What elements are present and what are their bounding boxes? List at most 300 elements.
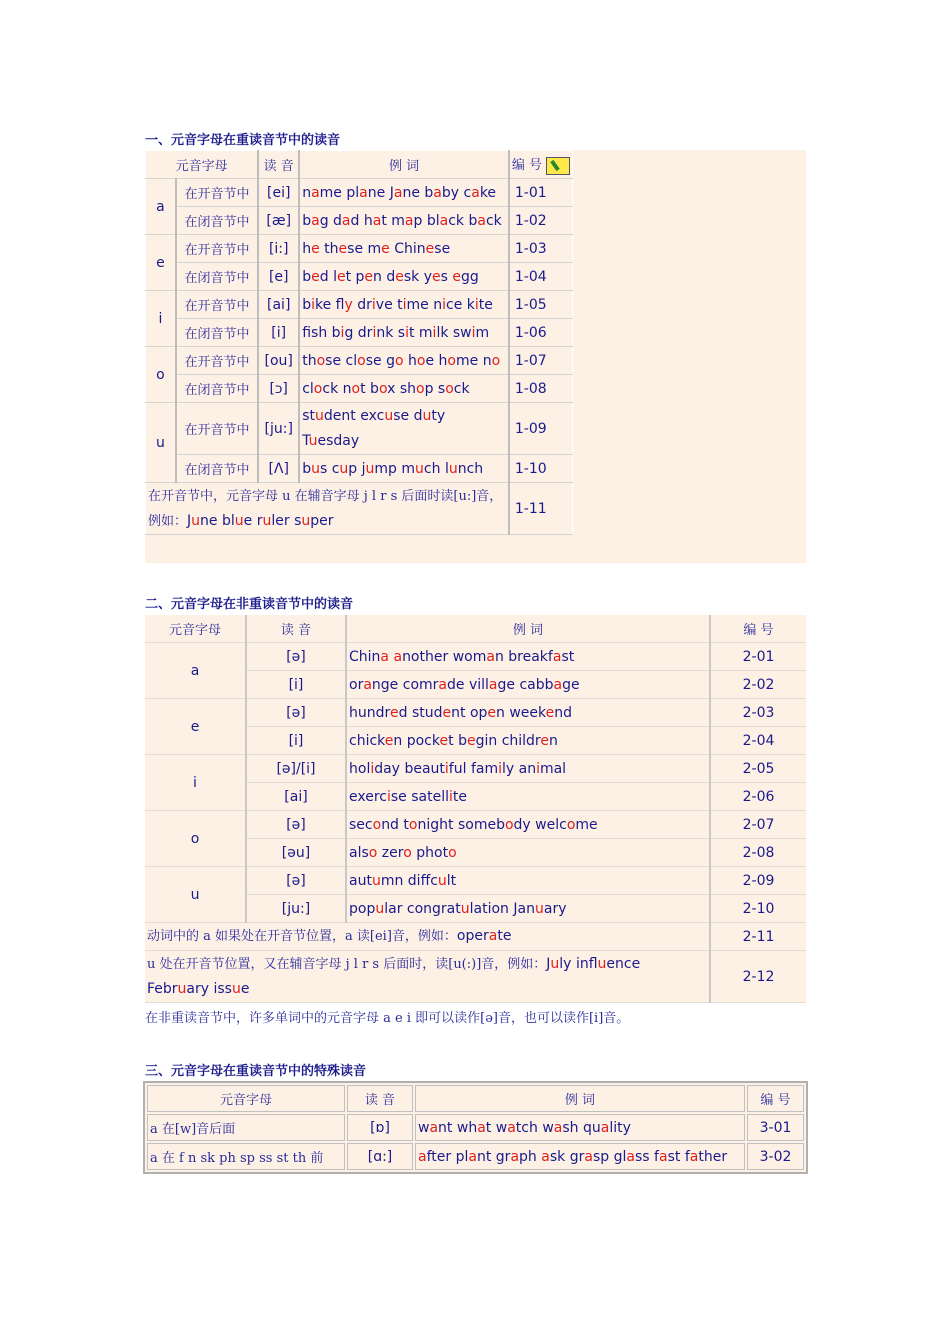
example-word xyxy=(333,269,351,285)
vowel-rule: a 在[w]音后面 xyxy=(147,1114,345,1141)
example-word xyxy=(294,513,333,529)
word-part: pl xyxy=(346,184,360,201)
example-word xyxy=(519,677,579,693)
rule-number: 2-10 xyxy=(710,895,806,923)
word-part: f xyxy=(684,1148,690,1165)
word-part: J xyxy=(546,955,551,972)
word-part: se xyxy=(365,352,382,369)
table-row xyxy=(146,455,573,483)
highlighted-vowel: a xyxy=(380,648,390,665)
highlighted-vowel: a xyxy=(341,212,351,229)
example-words xyxy=(415,1143,745,1170)
word-part: per xyxy=(310,512,334,529)
example-word xyxy=(427,213,464,229)
example-word xyxy=(458,733,497,749)
highlighted-vowel: o xyxy=(368,844,378,861)
example-word xyxy=(654,1149,680,1165)
word-part: ve xyxy=(375,296,393,313)
footnote-example-label: 例如： xyxy=(148,513,188,529)
header-pronunciation: 读 音 xyxy=(246,615,346,643)
example-word xyxy=(302,381,338,397)
example-words xyxy=(299,319,509,347)
table-row xyxy=(145,811,806,839)
word-part: n xyxy=(342,380,352,397)
word-part: lk xyxy=(436,324,449,341)
table-row xyxy=(145,643,806,671)
example-word xyxy=(332,461,357,477)
example-word xyxy=(453,649,504,665)
word-part: lt xyxy=(446,872,457,889)
word-part: ence xyxy=(606,955,641,972)
word-part: c xyxy=(331,460,340,477)
table-row xyxy=(145,699,806,727)
example-word xyxy=(398,325,415,341)
word-part: ty xyxy=(431,407,446,424)
example-word xyxy=(407,733,454,749)
word-part: op xyxy=(469,704,488,721)
example-word xyxy=(445,461,483,477)
highlighted-vowel: i xyxy=(498,760,502,777)
highlighted-vowel: u xyxy=(415,460,424,477)
highlighted-vowel: e xyxy=(466,732,476,749)
example-words xyxy=(346,727,710,755)
example-word xyxy=(570,1149,609,1165)
footnote-text: 在开音节中，元音字母 u 在辅音字母 j l r s 后面时读[u:]音， xyxy=(148,488,503,504)
example-words xyxy=(346,671,710,699)
rule-number: 2-06 xyxy=(710,783,806,811)
word-part: ge xyxy=(497,676,516,693)
example-word xyxy=(362,461,397,477)
word-part: welc xyxy=(535,816,567,833)
example-word xyxy=(456,1149,492,1165)
highlighted-vowel: a xyxy=(393,184,403,201)
example-word xyxy=(302,433,359,449)
word-part: hol xyxy=(349,760,371,777)
word-part: sw xyxy=(452,324,472,341)
phonetic-symbol: [ɒ] xyxy=(347,1114,413,1141)
phonetic-symbol: [ju:] xyxy=(246,895,346,923)
highlighted-vowel: u xyxy=(177,980,187,997)
word-part: t xyxy=(360,380,366,397)
example-word xyxy=(346,185,385,201)
highlighted-vowel: o xyxy=(394,352,404,369)
header-example-words: 例 词 xyxy=(346,615,710,643)
example-word xyxy=(343,381,366,397)
example-word xyxy=(453,325,489,341)
word-part: diffc xyxy=(407,872,438,889)
phonetic-symbol: [כ] xyxy=(258,375,299,403)
highlighted-vowel: u xyxy=(534,900,544,917)
rule-number: 1-02 xyxy=(509,207,573,235)
highlighted-vowel: u xyxy=(311,460,320,477)
phonetic-symbol: [ai] xyxy=(258,291,299,319)
rule-number: 1-07 xyxy=(509,347,573,375)
highlighted-vowel: u xyxy=(308,432,318,449)
word-part: cabb xyxy=(519,676,554,693)
highlighted-vowel: a xyxy=(488,928,498,944)
table-row xyxy=(145,755,806,783)
example-word xyxy=(403,677,465,693)
word-part: pl xyxy=(455,1148,469,1165)
header-example-words: 例 词 xyxy=(415,1085,745,1112)
word-part: oper xyxy=(456,928,489,944)
highlighted-vowel: i xyxy=(432,324,437,341)
phonetic-symbol: [i] xyxy=(246,727,346,755)
highlighted-vowel: e xyxy=(540,732,549,749)
highlighted-vowel: a xyxy=(600,1119,610,1136)
highlighted-vowel: u xyxy=(448,460,458,477)
highlighted-vowel: o xyxy=(504,816,514,833)
word-part: lation xyxy=(469,900,509,917)
example-words xyxy=(346,811,710,839)
example-words xyxy=(299,207,509,235)
example-word xyxy=(412,705,466,721)
table-unstressed-vowels xyxy=(145,615,806,1003)
highlighted-vowel: a xyxy=(418,1148,427,1165)
example-word xyxy=(508,649,574,665)
example-word xyxy=(496,1149,537,1165)
example-word xyxy=(404,761,466,777)
word-part: c xyxy=(463,184,472,201)
highlighted-vowel: a xyxy=(429,1119,439,1136)
word-part: nt xyxy=(438,1119,453,1136)
word-part: p xyxy=(413,212,423,229)
highlighted-vowel: a xyxy=(553,1119,563,1136)
example-word xyxy=(464,185,497,201)
word-part: an xyxy=(518,760,537,777)
highlighted-vowel: o xyxy=(378,380,388,397)
example-word xyxy=(349,845,377,861)
word-part: qu xyxy=(582,1119,601,1136)
word-part: h xyxy=(438,352,448,369)
word-part: tch xyxy=(515,1119,538,1136)
word-part: nk xyxy=(376,324,394,341)
word-part: h xyxy=(408,352,417,369)
header-number: 编 号 xyxy=(747,1085,804,1112)
word-part: me xyxy=(319,184,342,201)
header-number: 编 号 xyxy=(511,158,542,174)
example-words xyxy=(346,755,710,783)
rule-number: 2-12 xyxy=(710,951,806,1003)
example-word xyxy=(470,705,505,721)
phonetic-symbol: [i] xyxy=(246,671,346,699)
phonetic-symbol: [ə] xyxy=(246,699,346,727)
highlighted-vowel: i xyxy=(444,760,449,777)
table-row xyxy=(146,291,573,319)
example-word xyxy=(541,1149,565,1165)
word-part: phot xyxy=(416,844,449,861)
example-word xyxy=(302,408,356,424)
word-part: Febr xyxy=(147,980,178,997)
example-words xyxy=(299,235,509,263)
highlighted-vowel: i xyxy=(311,296,315,313)
rule-number: 1-08 xyxy=(509,375,573,403)
section2-title: 二、元音字母在非重读音节中的读音 xyxy=(145,597,354,612)
highlighted-vowel: i xyxy=(405,324,409,341)
word-part: t xyxy=(345,268,352,285)
word-part: zer xyxy=(381,844,404,861)
vowel-letter: a xyxy=(145,643,246,699)
vowel-letter: u xyxy=(146,403,176,483)
example-word xyxy=(147,981,209,997)
word-part: se xyxy=(347,240,364,257)
header-vowel-letter: 元音字母 xyxy=(145,615,246,643)
example-word xyxy=(360,408,409,424)
example-word xyxy=(513,901,566,917)
word-part: ne xyxy=(200,512,218,529)
syllable-type: 在闭音节中 xyxy=(176,319,258,347)
word-part: gin xyxy=(475,732,498,749)
example-word xyxy=(370,381,395,397)
phonetic-symbol: [i:] xyxy=(258,235,299,263)
word-part: th xyxy=(302,352,317,369)
highlighted-vowel: u xyxy=(422,407,432,424)
example-word xyxy=(214,981,250,997)
word-part: b xyxy=(424,184,434,201)
word-part: s xyxy=(437,380,446,397)
table-row xyxy=(146,207,573,235)
word-part: w xyxy=(542,1119,554,1136)
example-word xyxy=(424,269,448,285)
highlighted-vowel: e xyxy=(439,732,449,749)
word-part: fl xyxy=(335,296,345,313)
table-row xyxy=(146,347,573,375)
word-part: ch xyxy=(423,460,441,477)
word-part: Jan xyxy=(513,900,535,917)
word-part: ful xyxy=(448,760,467,777)
word-part: nt xyxy=(476,1148,492,1165)
example-word xyxy=(438,381,470,397)
word-part: s xyxy=(294,512,302,529)
word-part: ary xyxy=(186,980,210,997)
word-part: t xyxy=(403,816,409,833)
word-part: night xyxy=(417,816,454,833)
highlighted-vowel: u xyxy=(315,407,324,424)
word-part: ck xyxy=(322,380,339,397)
vowel-letter: i xyxy=(145,755,246,811)
word-part: dr xyxy=(357,296,372,313)
example-word xyxy=(302,185,342,201)
word-part: s xyxy=(440,268,448,285)
word-part: m xyxy=(367,240,382,257)
header-number-cell xyxy=(509,151,573,179)
word-part: d xyxy=(333,212,342,229)
word-part: t xyxy=(448,732,454,749)
word-part: ke xyxy=(479,184,497,201)
word-part: sh xyxy=(562,1119,579,1136)
table-row xyxy=(146,403,573,455)
highlighted-vowel: i xyxy=(370,760,375,777)
example-word xyxy=(452,269,478,285)
example-word xyxy=(257,513,290,529)
vowel-letter: e xyxy=(145,699,246,755)
word-part: day xyxy=(374,760,400,777)
example-words xyxy=(299,375,509,403)
example-word xyxy=(364,213,387,229)
highlighted-vowel: e xyxy=(452,268,462,285)
word-part: w xyxy=(418,1119,430,1136)
highlighted-vowel: o xyxy=(416,352,426,369)
example-word xyxy=(302,241,320,257)
rule-number: 3-02 xyxy=(747,1143,804,1170)
highlighted-vowel: o xyxy=(416,380,425,397)
example-word xyxy=(509,705,572,721)
word-part: n xyxy=(433,296,443,313)
word-part: sec xyxy=(349,816,373,833)
word-part: l xyxy=(333,268,337,285)
word-part: me xyxy=(575,816,598,833)
highlighted-vowel: e xyxy=(545,704,555,721)
highlighted-vowel: e xyxy=(381,240,390,257)
example-words xyxy=(299,263,509,291)
footnote xyxy=(146,483,509,535)
highlighted-vowel: a xyxy=(359,184,368,201)
example-word xyxy=(418,1120,452,1136)
table-special-vowels xyxy=(143,1081,808,1174)
word-part: ph xyxy=(519,1148,537,1165)
word-part: th xyxy=(324,240,339,257)
example-word xyxy=(349,789,407,805)
word-part: se xyxy=(325,352,342,369)
example-word xyxy=(349,649,389,665)
word-part: me xyxy=(455,352,479,369)
word-part: f xyxy=(302,324,312,341)
vowel-letter: e xyxy=(146,235,176,291)
highlighted-vowel: i xyxy=(402,296,407,313)
word-part: aut xyxy=(349,872,372,889)
highlighted-vowel: o xyxy=(408,816,418,833)
example-word xyxy=(535,817,598,833)
word-part: esday xyxy=(317,432,360,449)
word-part: ne xyxy=(367,184,386,201)
rule-number: 2-04 xyxy=(710,727,806,755)
word-part: b xyxy=(458,732,467,749)
example-word xyxy=(400,381,434,397)
highlighted-vowel: a xyxy=(541,1148,550,1165)
example-word xyxy=(349,901,402,917)
word-part: st xyxy=(667,1148,681,1165)
example-word xyxy=(358,325,394,341)
word-part: d xyxy=(319,268,329,285)
word-part: nother xyxy=(402,648,449,665)
highlighted-vowel: u xyxy=(371,872,381,889)
word-part: x xyxy=(387,380,396,397)
highlighted-vowel: e xyxy=(442,704,452,721)
word-part: s xyxy=(319,460,328,477)
example-word xyxy=(418,1149,451,1165)
highlighted-vowel: e xyxy=(389,704,399,721)
word-part: J xyxy=(389,184,394,201)
table-row xyxy=(147,1143,804,1170)
example-word xyxy=(349,677,398,693)
word-part: lar xyxy=(384,900,403,917)
word-part: te xyxy=(452,788,468,805)
example-words xyxy=(299,455,509,483)
rule-number: 1-11 xyxy=(509,483,573,535)
header-pronunciation: 读 音 xyxy=(258,151,299,179)
highlighted-vowel: u xyxy=(550,955,560,972)
note-text: u 处在开音节位置，又在辅音字母 j l r s 后面时，读[u(:)]音，例如： xyxy=(147,956,547,972)
highlighted-vowel: u xyxy=(339,460,349,477)
highlighted-vowel: i xyxy=(386,788,391,805)
highlighted-vowel: o xyxy=(357,352,366,369)
word-part: se xyxy=(393,407,410,424)
word-part: b xyxy=(302,296,312,313)
word-part: n xyxy=(549,732,558,749)
highlighted-vowel: e xyxy=(338,240,348,257)
word-part: childr xyxy=(501,732,541,749)
word-part: nch xyxy=(457,460,484,477)
word-part: se xyxy=(390,788,407,805)
example-word xyxy=(408,353,434,369)
example-word xyxy=(333,213,359,229)
word-part: s xyxy=(397,324,406,341)
highlighted-vowel: e xyxy=(384,732,394,749)
syllable-type: 在开音节中 xyxy=(176,179,258,207)
word-part: als xyxy=(349,844,369,861)
highlighted-vowel: a xyxy=(363,676,372,693)
word-part: comr xyxy=(402,676,439,693)
syllable-type: 在开音节中 xyxy=(176,235,258,263)
word-part: st xyxy=(561,648,575,665)
rule-number: 2-09 xyxy=(710,867,806,895)
word-part: n xyxy=(496,704,505,721)
word-part: g xyxy=(344,324,354,341)
word-part: n xyxy=(302,184,312,201)
highlighted-vowel: a xyxy=(477,1119,486,1136)
word-part: ck xyxy=(453,380,470,397)
word-part: ck xyxy=(448,212,465,229)
word-part: nd xyxy=(554,704,573,721)
phonetic-symbol: [i] xyxy=(258,319,299,347)
syllable-type: 在闭音节中 xyxy=(176,207,258,235)
word-part: exerc xyxy=(349,788,387,805)
example-word xyxy=(685,1149,727,1165)
example-word xyxy=(302,269,328,285)
example-word xyxy=(546,956,571,972)
highlighted-vowel: o xyxy=(351,380,361,397)
note xyxy=(145,923,710,951)
highlighted-vowel: u xyxy=(365,460,375,477)
rule-number: 2-08 xyxy=(710,839,806,867)
word-part: g xyxy=(386,352,395,369)
example-word xyxy=(382,845,412,861)
highlighted-vowel: u xyxy=(460,900,470,917)
word-part: mp xyxy=(374,460,397,477)
highlighted-vowel: e xyxy=(336,268,346,285)
word-part: ck xyxy=(485,212,502,229)
example-word xyxy=(469,213,502,229)
word-part: ge xyxy=(562,676,580,693)
highlighted-vowel: e xyxy=(311,268,320,285)
example-word xyxy=(407,901,509,917)
highlighted-vowel: u xyxy=(262,512,272,529)
example-word xyxy=(386,269,419,285)
note-row xyxy=(145,951,806,1003)
word-part: t xyxy=(397,296,403,313)
example-word xyxy=(414,408,446,424)
highlighted-vowel: a xyxy=(438,676,447,693)
word-part: ss xyxy=(634,1148,650,1165)
word-part: b xyxy=(468,212,478,229)
word-part: cl xyxy=(302,380,314,397)
word-part: e xyxy=(240,980,250,997)
word-part: b xyxy=(302,460,312,477)
word-part: sp xyxy=(592,1148,610,1165)
word-part: gg xyxy=(461,268,479,285)
highlighted-vowel: a xyxy=(439,212,449,229)
word-part: exc xyxy=(360,407,385,424)
